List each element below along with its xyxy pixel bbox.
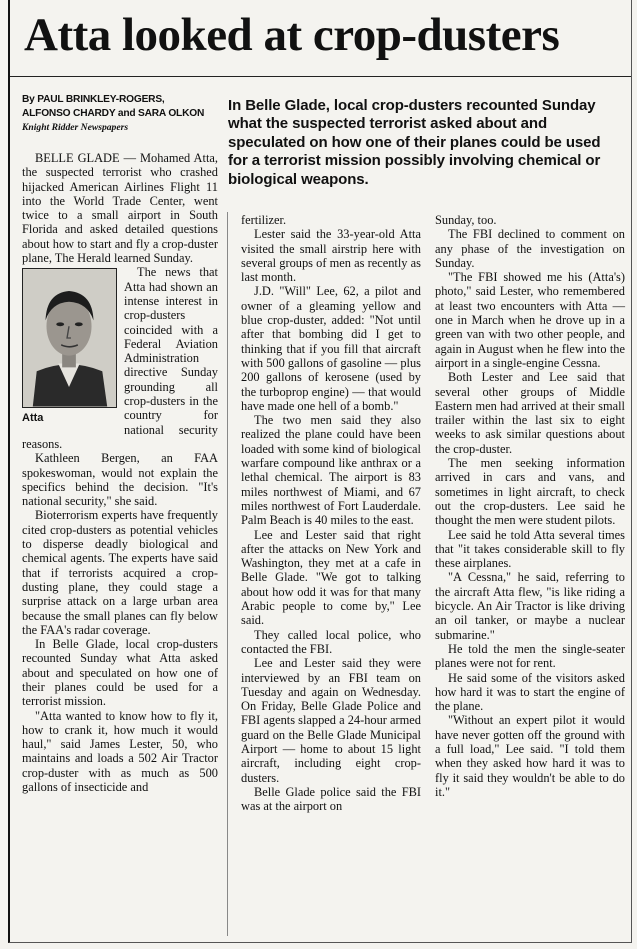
paragraph: J.D. "Will" Lee, 62, a pilot and owner of a gleaming yellow and blue crop-duster, added: "Not until after that bombing did I get to thinking that if you fill that aircraft with 500 gallons of gasoline — plus 200 gallons of kerosene (used by the turboprop engine) — that would have made one hell of a bomb."	[241, 284, 421, 413]
article-column-2	[241, 213, 421, 813]
paragraph: He said some of the visitors asked how hard it was to start the engine of the plane.	[435, 670, 625, 714]
paragraph: Belle Glade police said the FBI was at the airport on	[241, 784, 421, 814]
byline-agency: Knight Ridder Newspapers	[22, 122, 129, 133]
byline	[22, 93, 218, 135]
byline-names-line1: By PAUL BRINKLEY-ROGERS,	[22, 94, 165, 105]
paragraph: Kathleen Bergen, an FAA spokeswoman, would not explain the specifics behind the decision. "It's national security," she said.	[22, 451, 218, 509]
headline-rule	[10, 76, 631, 77]
photo	[22, 268, 117, 429]
paragraph: Lee and Lester said they were interviewed by an FBI team on Tuesday and again on Wednesday. On Friday, Belle Glade Police and FBI agents slapped a 24-hour armed guard on the Belle Glade Municipal Airport — home to about 15 light aircraft, including eight crop-dusters.	[241, 656, 421, 785]
portrait-photo	[22, 268, 117, 408]
article-column-1	[22, 151, 218, 794]
paragraph: They called local police, who contacted the FBI.	[241, 627, 421, 656]
newspaper-clipping	[8, 0, 632, 943]
paragraph: "Atta wanted to know how to fly it, how to crank it, how much it would haul," said James Lester, 50, who maintains and loads a 502 Air Tractor crop-duster with as much as 500 gallons of insecticide and	[22, 708, 218, 795]
paragraph: The FBI declined to comment on any phase of the investigation on Sunday.	[435, 227, 625, 270]
paragraph: The men seeking information arrived in cars and vans, and sometimes in light aircraft, to check out the crop-dusters. Lee said he thought the men were student pilots.	[435, 456, 625, 528]
column-divider	[227, 212, 228, 936]
photo-caption: Atta	[22, 412, 44, 425]
paragraph: "Without an expert pilot it would have never gotten off the ground with a full load," Lee said. "I told them when they asked how hard it was to fly it said they wouldn't be able to do it."	[435, 713, 625, 799]
paragraph: In Belle Glade, local crop-dusters recounted Sunday what Atta asked about and speculated on how one of their planes could be used for a terrorist mission.	[22, 637, 218, 709]
paragraph: Lester said the 33-year-old Atta visited the small airstrip here with several groups of men as recently as last month.	[241, 227, 421, 285]
paragraph: The news that Atta had shown an intense interest in crop-dusters coincided with a Federal Aviation Administration directive Sunday grounding all crop-dusters in the country for national security reasons.	[22, 265, 218, 451]
paragraph: Lee said he told Atta several times that "it takes considerable skill to fly these airplanes.	[435, 527, 625, 571]
paragraph: Sunday, too.	[435, 213, 497, 227]
paragraph: The two men said they also realized the plane could have been loaded with some kind of biological warfare compound like anthrax or a lethal chemical. The airport is 83 miles northwest of Miami, and 67 miles northwest of Fort Lauderdale. Palm Beach is 40 miles to the east.	[241, 413, 421, 528]
paragraph: Lee and Lester said that right after the attacks on New York and Washington, they met at a cafe in Belle Glade. "We got to talking about how odd it was for that many Arabic people to come by," Lee said.	[241, 527, 421, 628]
paragraph: Both Lester and Lee said that several other groups of Middle Eastern men had arrived at their small trailer within the last six to eight weeks to ask similar questions about the crop-duster.	[435, 370, 625, 456]
paragraph: He told the men the single-seater planes were not for rent.	[435, 641, 625, 671]
byline-names-line2: ALFONSO CHARDY and SARA OLKON	[22, 107, 205, 119]
paragraph: "The FBI showed me his (Atta's) photo," said Lester, who remembered at least two encounters with Atta — one in March when he drove up in a green van with two other people, and again in August when he flew into the airport in a single-engine Cessna.	[435, 270, 625, 370]
paragraph: Bioterrorism experts have frequently cited crop-dusters as potential vehicles to disperse deadly biological and chemical agents. The experts have said that if terrorists acquired a crop-dusting plane, they could stage a surprise attack on a large urban area because the small planes can fly below the FAA's radar coverage.	[22, 508, 218, 637]
paragraph: "A Cessna," he said, referring to the aircraft Atta flew, "is like riding a bicycle. An Air Tractor is like driving an oil tanker, or maybe a nuclear submarine."	[435, 570, 625, 642]
deck-summary: In Belle Glade, local crop-dusters recounted Sunday what the suspected terrorist asked about and speculated on how one of their planes could be used for a terrorist mission possibly involving chemical or biological weapons.	[228, 97, 601, 188]
article-column-3	[435, 213, 625, 799]
headline: Atta looked at crop-dusters	[24, 9, 560, 61]
paragraph: fertilizer.	[241, 213, 287, 227]
paragraph: BELLE GLADE — Mohamed Atta, the suspected terrorist who crashed hijacked American Airlines Flight 11 into the World Trade Center, went twice to a small airport in South Florida and asked detailed questions about how to start and fly a crop-duster plane, The Herald learned Sunday.	[22, 151, 218, 266]
